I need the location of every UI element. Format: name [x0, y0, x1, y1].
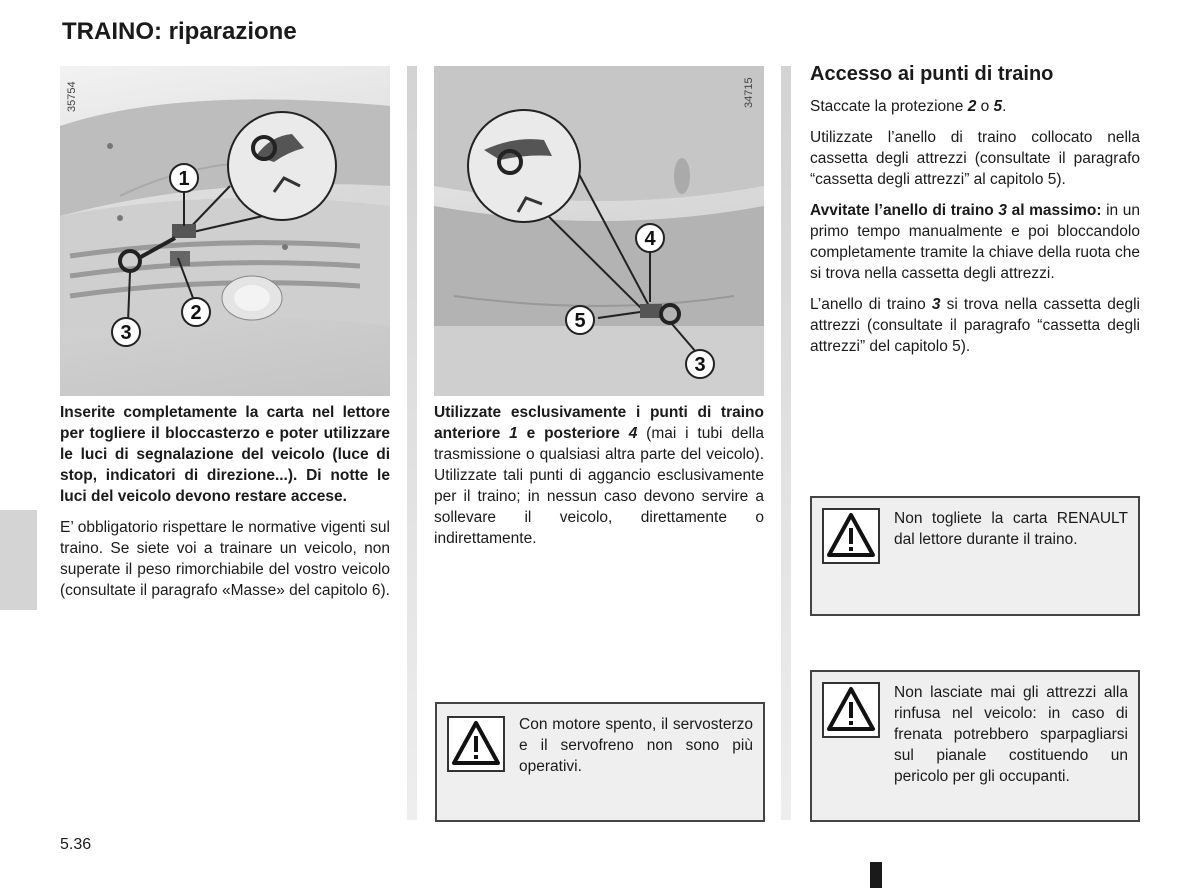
column-divider	[781, 66, 791, 820]
figure-ref-number: 35754	[66, 81, 78, 112]
callout-4: 4	[644, 228, 656, 250]
card-reader-paragraph: Inserite completamente la carta nel lettore per togliere il bloccasterzo e poter utilizzare le luci di segnalazione del veicolo (luce di stop, indicatori di direzione...). Di notte le luci del veicolo devono restare accese.	[60, 404, 390, 505]
section-heading: Accesso ai punti di traino	[810, 63, 1054, 85]
callout-5: 5	[574, 310, 586, 332]
warning-text: Non togliete la carta RENAULT dal lettore durante il traino.	[894, 510, 1128, 548]
warning-triangle-icon	[822, 682, 880, 738]
towing-ring-location-paragraph: Utilizzate l’anello di traino collocato nella cassetta degli attrezzi (consultate il paragrafo “cassetta degli attrezzi” al capitolo 5).	[810, 129, 1140, 188]
figure-ref-number: 34715	[743, 77, 755, 108]
remove-cover-paragraph: Staccate la protezione 2 o 5.	[810, 98, 1007, 115]
warning-box	[435, 702, 765, 822]
column-divider	[407, 66, 417, 820]
front-towing-figure	[60, 66, 390, 396]
ring-storage-paragraph: L’anello di traino 3 si trova nella cassetta degli attrezzi (consultate il paragrafo “cassetta degli attrezzi” del capitolo 5).	[810, 296, 1140, 355]
column-3-text	[810, 96, 1140, 367]
page-number: 5.36	[60, 836, 92, 853]
print-mark	[870, 862, 882, 888]
rear-bumper-illustration	[434, 66, 764, 396]
column-2-text	[434, 402, 764, 559]
chapter-tab	[0, 510, 37, 610]
rear-towing-figure	[434, 66, 764, 396]
warning-box	[810, 670, 1140, 822]
regulations-paragraph: E’ obbligatorio rispettare le normative vigenti sul traino. Se siete voi a trainare un veicolo, non superate il peso rimorchiabile del vostro veicolo (consultate il paragrafo «Masse» del capitolo 6).	[60, 519, 390, 599]
warning-text: Non lasciate mai gli attrezzi alla rinfusa nel veicolo: in caso di frenata potrebbero sparpagliarsi sul pianale costituendo un pericolo per gli occupanti.	[894, 684, 1128, 785]
towing-points-paragraph: Utilizzate esclusivamente i punti di traino anteriore 1 e posteriore 4 (mai i tubi della trasmissione o qualsiasi altra parte del veicolo). Utilizzate tali punti di aggancio esclusivamente per il traino; in nessun caso devono servire a sollevare il veicolo, direttamente o indirettamente.	[434, 404, 764, 547]
warning-triangle-icon	[447, 716, 505, 772]
callout-2: 2	[190, 302, 202, 324]
warning-box	[810, 496, 1140, 616]
warning-text: Con motore spento, il servosterzo e il servofreno non sono più operativi.	[519, 716, 753, 775]
page-title: TRAINO: riparazione	[62, 18, 297, 45]
screw-ring-paragraph: Avvitate l’anello di traino 3 al massimo: in un primo tempo manualmente e poi bloccandolo completamente tramite la chiave della ruota che si trova nella cassetta degli attrezzi.	[810, 202, 1141, 282]
front-bumper-illustration	[60, 66, 390, 396]
warning-triangle-icon	[822, 508, 880, 564]
callout-1: 1	[178, 168, 190, 190]
column-1-text	[60, 402, 390, 611]
callout-3: 3	[120, 322, 132, 344]
callout-3: 3	[694, 354, 706, 376]
